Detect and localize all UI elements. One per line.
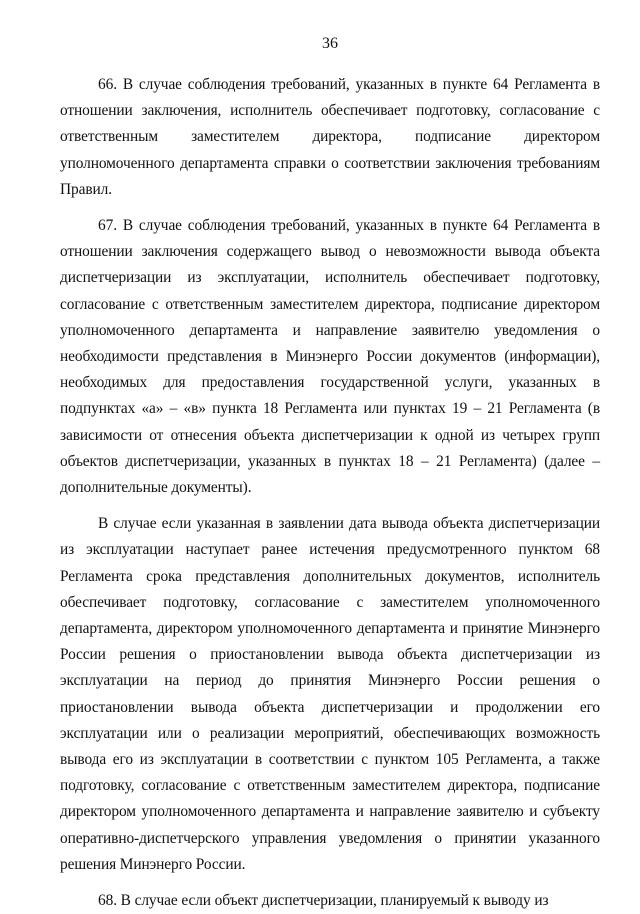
paragraph-67: 67. В случае соблюдения требований, указанных в пункте 64 Регламента в отношении заключения содержащего вывод о невозможности вывода объекта диспетчеризации из эксплуатации, исполнитель обеспечивает подготовку, согласование с ответственным заместителем директора, подписание директором уполномоченного департамента и направление заявителю уведомления о необходимости представления в Минэнерго России документов (информации), необходимых для предоставления государственной услуги, указанных в подпунктах «а» – «в» пункта 18 Регламента или пунктах 19 – 21 Регламента (в зависимости от отнесения объекта диспетчеризации к одной из четырех групп объектов диспетчеризации, указанных в пунктах 18 – 21 Регламента) (далее – дополнительные документы). bbox=[60, 217, 600, 497]
paragraph-68: 68. В случае если объект диспетчеризации, планируемый к выводу из bbox=[98, 892, 549, 910]
paragraph-66: 66. В случае соблюдения требований, указанных в пункте 64 Регламента в отношении заключения, исполнитель обеспечивает подготовку, согласование с ответственным заместителем директора, подписание директором уполномоченного департамента справки о соответствии заключения требованиям Правил. bbox=[60, 76, 600, 198]
page-number: 36 bbox=[322, 35, 338, 52]
paragraph-67-continuation: В случае если указанная в заявлении дата вывода объекта диспетчеризации из эксплуатации наступает ранее истечения предусмотренного пунктом 68 Регламента срока представления дополнительных документов, исполнитель обеспечивает подготовку, согласование с заместителем уполномоченного департамента, директором уполномоченного департамента и принятие Минэнерго России решения о приостановлении вывода объекта диспетчеризации из эксплуатации на период до принятия Минэнерго России решения о приостановлении вывода объекта диспетчеризации и продолжении его эксплуатации или о реализации мероприятий, обеспечивающих возможность вывода его из эксплуатации в соответствии с пунктом 105 Регламента, а также подготовку, согласование с ответственным заместителем директора, подписание директором уполномоченного департамента и направление заявителю и субъекту оперативно-диспетчерского управления уведомления о принятии указанного решения Минэнерго России. bbox=[60, 515, 600, 873]
